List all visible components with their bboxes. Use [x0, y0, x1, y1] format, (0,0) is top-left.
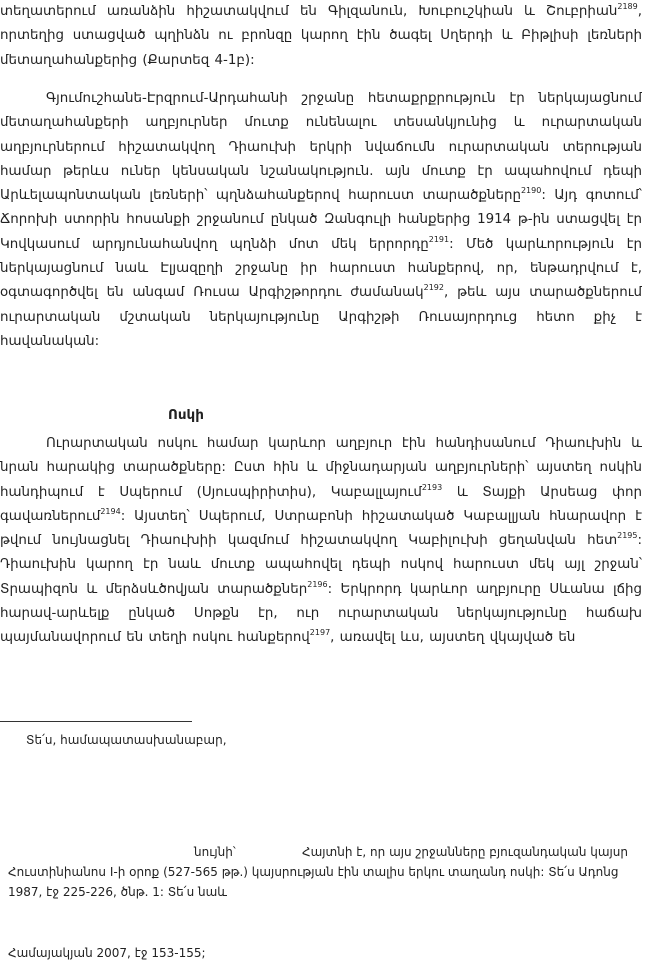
line-text: հանդիպում է Սպերում (Սյուսպիրիտիս), Կաբալլայում — [0, 484, 422, 500]
footnote-marker[interactable]: 2194 — [100, 506, 121, 516]
text-line — [0, 233, 642, 257]
text-line — [0, 330, 642, 354]
line-text: Դիաուխին կարող էր նաև մուտք ապահովել դեպի ոսկով հարուստ մեկ այլ շրջան՝ — [0, 557, 642, 573]
line-text: որտեղից ստացված պղինձն ու բրոնզը կարող էին ծագել Սղերդի և Բիթլիսի լեռների — [0, 28, 642, 44]
section-heading-gold: Ոսկի — [168, 407, 204, 423]
line-text: Կովկասում արդյունահանվող պղնձի մոտ մեկ երրորդը — [0, 236, 429, 252]
line-text: հարավ-արևելք ընկած Սոթքն էր, ուր ուրարտական ներկայությունը հաճախ — [0, 606, 642, 622]
text-line — [0, 184, 642, 208]
line-text: համար թերևս ուներ կենսական նշանակություն. այն մուտք էր ապահովում դեպի — [0, 163, 642, 179]
line-text: պայմանավորում են տեղի ոսկու հանքերով — [0, 630, 310, 646]
line-text: մետաղահանքերի աղբյուրներ մուտք ունենալու տեսանկյունից և ուրարտական — [0, 115, 642, 131]
text-line — [0, 529, 642, 553]
text-line — [0, 626, 642, 650]
line-text: նրան հարակից տարածքները: Ըստ հին և միջնադարյան աղբյուրների՝ այստեղ ոսկին — [0, 460, 642, 476]
footnote-1: Տե՛ս, համապատասխանաբար, — [26, 733, 227, 747]
line-text-after: , — [637, 4, 642, 19]
line-text: Արևելապոնտական լեռների՝ պղնձահանքերով հարուստ տարածքները — [0, 188, 521, 204]
line-text-after: : — [637, 533, 642, 549]
line-text-after: : Այստեղ՝ Սպերում, Ստրաբոնի հիշատակած Կաբալլյան հնարավոր է — [120, 508, 642, 524]
footnote-marker[interactable]: 2197 — [309, 628, 331, 638]
footnote-marker[interactable]: 2193 — [421, 482, 443, 492]
line-text-after: : Այդ գոտում՝ — [541, 188, 642, 204]
line-text: Տրապիզոն և մերձսևծովյան տարածքներ — [0, 581, 308, 597]
line-text: ներկայացնում նաև Էլյազըղի շրջանը իր հարուստ հանքերով, որ, ենթադրվում է, — [0, 261, 642, 277]
footnote-marker[interactable]: 2192 — [423, 283, 444, 293]
text-line — [0, 456, 642, 480]
footnote-2-line3: 1987, էջ 225-226, ծնթ. 1: Տե՛ս նաև — [8, 885, 228, 899]
footnote-2-lead: նույնի՝ — [194, 845, 236, 859]
text-line — [0, 24, 642, 48]
line-text-after: : Մեծ կարևորություն էր — [449, 236, 642, 252]
footnote-marker[interactable]: 2196 — [307, 579, 328, 589]
footnote-marker[interactable]: 2195 — [617, 531, 638, 541]
text-line — [0, 0, 642, 24]
text-line — [0, 257, 642, 281]
line-text: հավանական: — [0, 333, 100, 349]
text-line — [0, 208, 642, 232]
text-line — [0, 602, 642, 626]
footnote-separator — [0, 721, 192, 722]
text-line — [0, 160, 642, 184]
paragraph-gold — [0, 432, 642, 651]
paragraph-gyumushhane — [0, 87, 642, 354]
line-text-after: և Տայքի Արսեաց փոր — [442, 484, 642, 500]
text-line — [0, 553, 642, 577]
line-text: մետաղահանքերից (Քարտեզ 4-1բ): — [0, 52, 255, 68]
line-text: Ճորոխի ստորին հոսանքի շրջանում ընկած Զանգուլի հանքերից 1914 թ-ին ստացվել էր — [0, 212, 642, 228]
text-line — [0, 111, 642, 135]
footnote-2-line2: Հուստինիանոս I-ի օրոք (527-565 թթ.) կայսրության էին տալիս երկու տաղանդ ոսկի: Տե՛ս Ադոնց — [8, 865, 619, 879]
text-line — [0, 87, 642, 111]
line-text: օգտագործվել են անգամ Ռուսա Արգիշթորդու ժամանակ — [0, 285, 424, 301]
line-text: Գյումուշհանե-Էրզրում-Արդահանի շրջանը հետաքրքրություն էր ներկայացնում — [46, 91, 642, 106]
line-text: տեղատերում առանձին հիշատակվում են Գիլզանուն, Խուբուշկիան և Շուբրիան — [0, 4, 618, 19]
text-line — [0, 306, 642, 330]
footnote-3: Համայակյան 2007, էջ 153-155; — [8, 946, 206, 960]
text-line — [0, 281, 642, 305]
text-line — [0, 481, 642, 505]
line-text: ուրարտական մշտական ներկայությունը Արգիշթի Ռուսայորդուց հետո քիչ է — [0, 309, 642, 325]
footnote-marker[interactable]: 2189 — [617, 2, 638, 11]
text-line — [0, 136, 642, 160]
text-line — [0, 49, 642, 73]
line-text: աղբյուրներում հիշատակվող Դիաուխի երկրի նվաճումն ուրարտական տերության — [0, 139, 642, 155]
footnote-marker[interactable]: 2191 — [428, 234, 450, 244]
line-text-after: : Երկրորդ կարևոր աղբյուրը Սևանա լճից — [327, 581, 642, 597]
line-text-after: , թեև այս տարածքներում — [443, 285, 642, 301]
line-text-after: , առավել ևս, այստեղ վկայված են — [330, 630, 576, 646]
text-line — [0, 432, 642, 456]
line-text: թվում նույնացնել Դիաուխիի կազմում հիշատակվող Կաբիլուխի ցեղանվան հետ — [0, 533, 618, 549]
text-line — [0, 505, 642, 529]
text-line — [0, 578, 642, 602]
line-text: գավառներում — [0, 508, 101, 524]
line-text: Ուրարտական ոսկու համար կարևոր աղբյուր էին հանդիսանում Դիաուխին և — [46, 436, 642, 451]
footnote-2-line1: Հայտնի է, որ այս շրջանները բյուզանդական կայսր — [302, 845, 629, 859]
paragraph-intro — [0, 0, 642, 73]
footnote-marker[interactable]: 2190 — [520, 186, 542, 196]
